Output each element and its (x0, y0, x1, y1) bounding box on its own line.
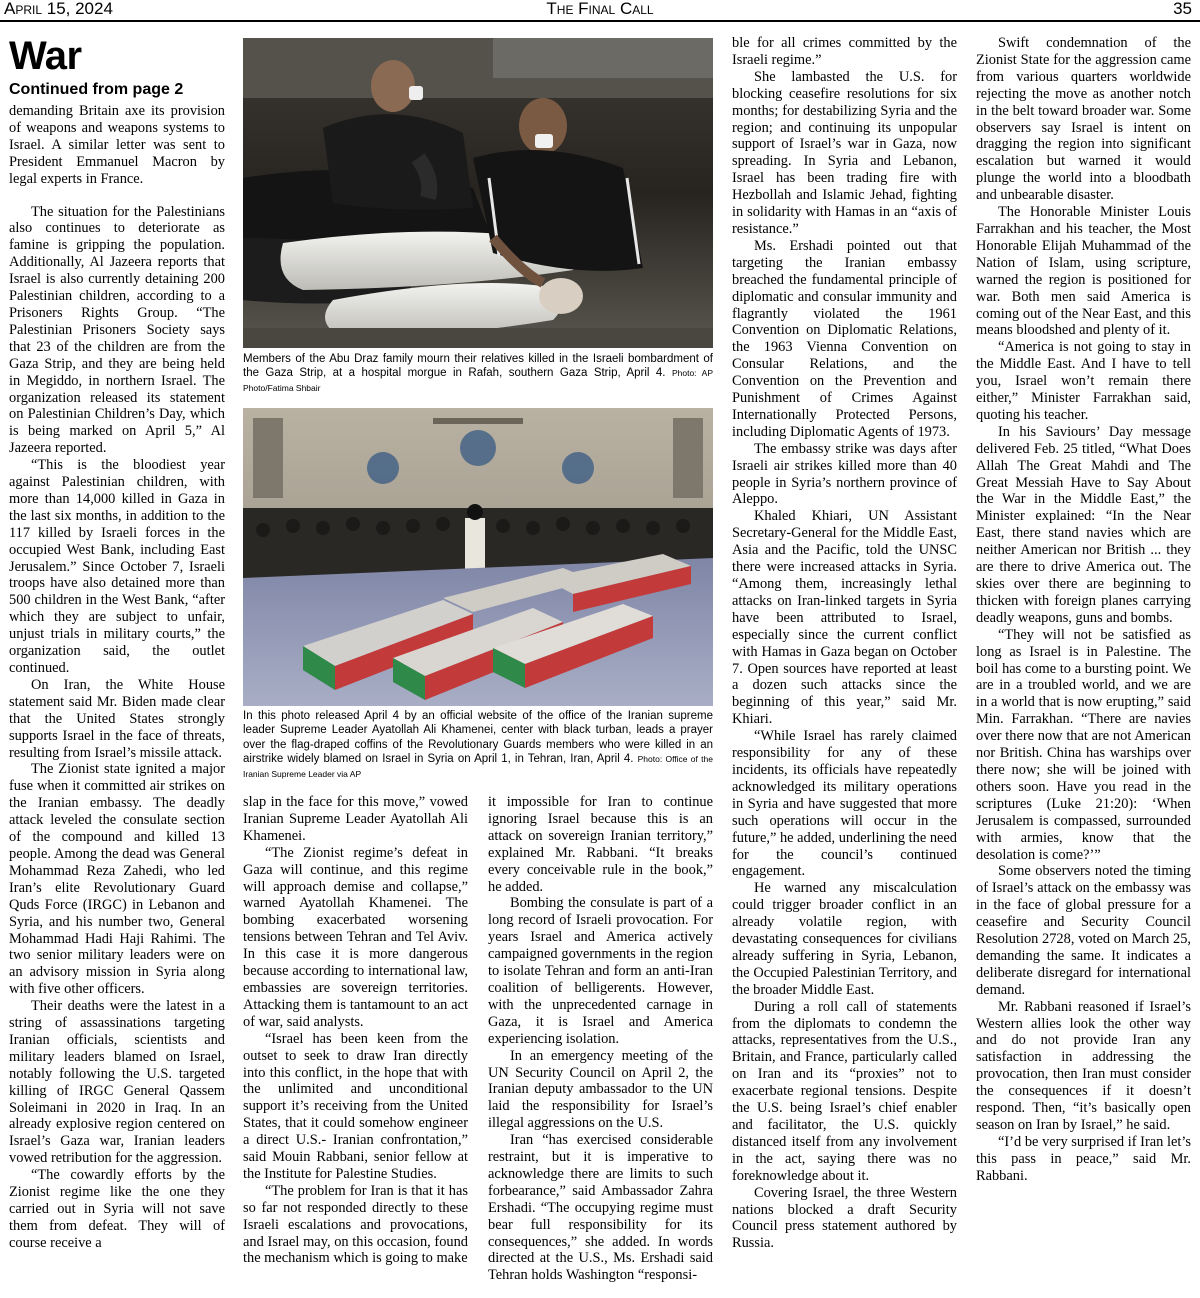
paragraph: Iran “has exercised considerable restraint, but it is imperative to acknowledge there are limits to such forbearance,” said Ambassador Zahra Ershadi. “The occupying regime must bear full responsibility for its consequences,” she added. In words directed at the U.S., Ms. Ershadi said Tehran holds Washington “responsi- (488, 1132, 713, 1284)
photo-tehran-prayer (243, 408, 713, 706)
paragraph: Their deaths were the latest in a string of assassinations targeting Iranian officials, scientists and military leaders blamed on Israel, notably following the U.S. targeted killing of IRGC General Qassem Soleimani in 2020 in Iraq. In an already explosive region centered on Israel’s Gaza war, Iranian leaders vowed retribution for the aggression. (9, 998, 225, 1167)
article-column-4 (732, 35, 957, 1297)
paragraph: The Honorable Minister Louis Farrakhan and his teacher, the Most Honorable Elijah Muhammad of the Nation of Islam, using scripture, warned the region is positioned for war. Both men said America is coming out of the Near East, and this means bloodshed and plenty of it. (976, 204, 1191, 339)
photo-credit: Photo: Office of the Iranian Supreme Leader via AP (243, 754, 713, 779)
article-column-1 (9, 34, 225, 1296)
photo-morgue-mourners (243, 38, 713, 348)
paragraph: He warned any miscalculation could trigger broader conflict in an already volatile region, with devastating consequences for civilians already suffering in Syria, Lebanon, the Occupied Palestinian Territory, and the broader Middle East. (732, 880, 957, 998)
morgue-photo-illustration (243, 38, 713, 348)
headline: War (9, 34, 82, 78)
paragraph: Some observers noted the timing of Israel’s attack on the embassy was in the face of global pressure for a ceasefire and Security Council Resolution 2728, voted on March 25, demanding the same. It indicates a deliberate disregard for international demand. (976, 863, 1191, 998)
paragraph: “I’d be very surprised if Iran let’s this pass in peace,” said Mr. Rabbani. (976, 1133, 1191, 1184)
paragraph: In his Saviours’ Day message delivered Feb. 25 titled, “What Does Allah The Great Mahdi and The Great Messiah Have to Say About the War in the Middle East,” the Minister explained: “In the Near East, there stand navies which are neither American nor British ... they are there to drive America out. The skies over there are beginning to thicken with foreign planes carrying deadly weapons, guns and bombs. (976, 423, 1191, 626)
paragraph: She lambasted the U.S. for blocking ceasefire resolutions for six months; for destabilizing Syria and the region; and continuing its unpopular support of Israel’s war in Gaza, now spreading. In Syria and Lebanon, Israel has been trading fire with Hezbollah and Islamic Jehad, fighting in solidarity with Hamas in an “axis of resistance.” (732, 68, 957, 237)
paragraph: “The Zionist regime’s defeat in Gaza will continue, and this regime will approach demise and collapse,” warned Ayatollah Khamenei. The bombing exacerbated worsening tensions between Tehran and Tel Aviv. In this case it is more dangerous because according to international law, embassies are sovereign territories. Attacking them is tantamount to an act of war, said analysts. (243, 844, 468, 1030)
page-header (0, 0, 1200, 22)
paragraph: demanding Britain axe its provision of weapons and weapons systems to Israel. A similar letter was sent to President Emmanuel Macron by legal experts in France. (9, 103, 225, 187)
photo-credit: Photo: AP Photo/Fatima Shbair (243, 368, 714, 393)
article-column-3 (488, 794, 713, 1298)
paragraph: During a roll call of statements from the diplomats to condemn the attacks, representatives from the U.S., Britain, and France, particularly called on Iran and its “proxies” not to exacerbate regional tensions. Despite the U.S. being Israel’s chief enabler and facilitator, the U.S. quickly distanced itself from any involvement in the act, saying there was no foreknowledge about it. (732, 998, 957, 1184)
continued-note: Continued from page 2 (9, 81, 184, 98)
paragraph: In an emergency meeting of the UN Security Council on April 2, the Iranian deputy ambassador to the UN laid the responsibility for Israel’s illegal aggressions on the U.S. (488, 1047, 713, 1132)
caption-text: In this photo released April 4 by an official website of the office of the Iranian supreme leader Supreme Leader Ayatollah Ali Khamenei, center with black turban, leads a prayer over the flag-draped coffins of the Revolutionary Guards members who were killed in an airstrike widely blamed on Israel in Syria on April 1, in Tehran, Iran, April 4. (243, 710, 713, 766)
paragraph: “While Israel has rarely claimed responsibility for any of these incidents, its officials have repeatedly acknowledged its military operations in Syria and have suggested that more such operations will occur in the future,” he added, underlining the need for the council’s continued engagement. (732, 728, 957, 880)
paragraph: it impossible for Iran to continue ignoring Israel because this is an attack on sovereign Iranian territory,” explained Mr. Rabbani. “It breaks every conceivable rule in the book,” he added. (488, 794, 713, 895)
photo-morgue-caption (243, 352, 713, 400)
paragraph: “This is the bloodiest year against Palestinian children, with more than 14,000 killed in Gaza in the last six months, in addition to the 117 killed by Israeli forces in the occupied West Bank, including East Jerusalem.” Since October 7, Israeli troops have also detained more than 500 children in the West Bank, “after which they are subject to unfair, unjust trials in military courts,” the organization said, the outlet continued. (9, 457, 225, 676)
caption-text: Members of the Abu Draz family mourn their relatives killed in the Israeli bombardment of the Gaza Strip, at a hospital morgue in Rafah, southern Gaza Strip, April 4. (243, 353, 713, 380)
paragraph: “The cowardly efforts by the Zionist regime like the one they carried out in Syria will not save them from defeat. They will of course receive a (9, 1167, 225, 1251)
publication-name: The Final Call (546, 0, 654, 18)
paragraph: Swift condemnation of the Zionist State for the aggression came from various quarters worldwide rejecting the move as another notch in the belt toward broader war. Some observers say Israel is intent on dragging the region into significant escalation but warned it would plunge the world into a bloodbath and unbearable disaster. (976, 35, 1191, 204)
paragraph: Bombing the consulate is part of a long record of Israeli provocation. For years Israel and America actively campaigned governments in the region to isolate Tehran and form an anti-Iran coalition of belligerents. However, with the unprecedented carnage in Gaza, it is Israel and America experiencing isolation. (488, 895, 713, 1047)
paragraph: Ms. Ershadi pointed out that targeting the Iranian embassy breached the fundamental principle of diplomatic and consular immunity and flagrantly violated the 1961 Convention on Diplomatic Relations, the 1963 Vienna Convention on Consular Relations, and the Convention on the Prevention and Punishment of Crimes Against Internationally Protected Persons, including Diplomatic Agents of 1973. (732, 237, 957, 440)
paragraph: Khaled Khiari, UN Assistant Secretary-General for the Middle East, Asia and the Pacific, told the UNSC there were increased attacks in Syria. “Among them, increasingly lethal attacks on Iran-linked targets in Syria have been attributed to Israel, especially since the current conflict with Hamas in Gaza began on October 7. Open sources have reported at least a dozen such attacks since the beginning of this year,” said Mr. Khiari. (732, 508, 957, 728)
issue-date: April 15, 2024 (4, 0, 113, 18)
paragraph: “The problem for Iran is that it has so far not responded directly to these Israeli escalations and provocations, and Israel may, on this occasion, found the mechanism which is going to make (243, 1182, 468, 1267)
paragraph: slap in the face for this move,” vowed Iranian Supreme Leader Ayatollah Ali Khamenei. (243, 794, 468, 844)
article-column-5 (976, 35, 1191, 1297)
paragraph: The Zionist state ignited a major fuse when it committed air strikes on the Iranian embassy. The deadly attack leveled the consulate section of the compound and killed 13 people. Among the dead was General Mohammad Reza Zahedi, who led Iran’s elite Revolutionary Guard Quds Force (IRGC) in Lebanon and Syria, and his number two, General Mohammad Hadi Haji Rahimi. The two senior military leaders were on an advisory mission in Syria along with five other officers. (9, 761, 225, 998)
article-column-2 (243, 794, 468, 1298)
paragraph: Covering Israel, the three Western nations blocked a draft Security Council press statement authored by Russia. (732, 1184, 957, 1252)
paragraph: “They will not be satisfied as long as Israel is in Palestine. The boil has come to a bursting point. We are in a troubled world, and we are in a world that is now erupting,” said Min. Farrakhan. “There are navies over there now that are not American nor British. China has warships over there now; she will be joined with others soon. Have you read in the scriptures (Luke 21:20): ‘When Jerusalem is compassed, surrounded with armies, know that the desolation is come?’” (976, 626, 1191, 863)
paragraph: Mr. Rabbani reasoned if Israel’s Western allies look the other way and do not provide Iran any satisfaction in addressing the provocation, then Iran must consider the consequences if it doesn’t respond. Then, “it’s basically open season on Iran by Israel,” he said. (976, 998, 1191, 1133)
photo-tehran-caption (243, 709, 713, 779)
tehran-photo-illustration (243, 408, 713, 706)
paragraph: ble for all crimes committed by the Israeli regime.” (732, 35, 957, 68)
paragraph: “America is not going to stay in the Middle East. And I have to tell you, Israel won’t remain there either,” Minister Farrakhan said, quoting his teacher. (976, 339, 1191, 423)
paragraph: The embassy strike was days after Israeli air strikes killed more than 40 people in Syria’s northern province of Aleppo. (732, 440, 957, 508)
page-number: 35 (1173, 0, 1192, 18)
paragraph: “Israel has been keen from the outset to seek to draw Iran directly into this conflict, in the hope that with the unlimited and unconditional support it’s receiving from the United States, that it could somehow engineer a direct U.S.- Iranian confrontation,” said Mouin Rabbani, senior fellow at the Institute for Palestine Studies. (243, 1030, 468, 1182)
paragraph: On Iran, the White House statement said Mr. Biden made clear that the United States strongly supports Israel in the face of threats, resulting from Israel’s missile attack. (9, 676, 225, 761)
paragraph: The situation for the Palestinians also continues to deteriorate as famine is gripping the population. Additionally, Al Jazeera reports that Israel is also currently detaining 200 Palestinian children, according to a Prisoners Rights Group. “The Palestinian Prisoners Society says that 23 of the children are from the Gaza Strip, and they are being held in Megiddo, in northern Israel. The organization released its statement on Palestinian Children’s Day, which is being marked on April 5,” Al Jazeera reported. (9, 203, 225, 457)
